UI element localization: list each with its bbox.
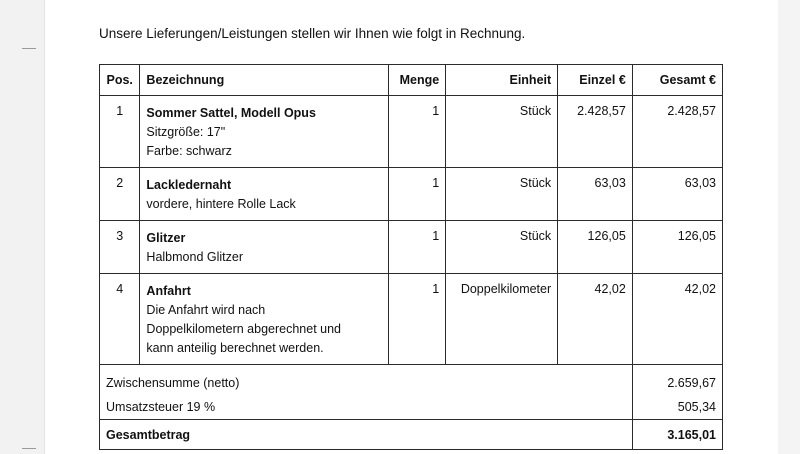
item-einzel: 2.428,57	[558, 96, 633, 168]
item-detail: Farbe: schwarz	[146, 144, 232, 158]
item-title: Sommer Sattel, Modell Opus	[146, 106, 316, 120]
header-menge: Menge	[389, 65, 446, 96]
table-row	[100, 168, 723, 221]
item-menge: 1	[389, 221, 446, 274]
item-einheit: Stück	[446, 168, 558, 221]
item-einzel: 126,05	[558, 221, 633, 274]
item-description	[140, 168, 389, 221]
header-pos: Pos.	[100, 65, 140, 96]
item-pos: 2	[100, 168, 140, 221]
page-margin	[0, 0, 45, 454]
item-detail: Die Anfahrt wird nach	[146, 303, 266, 317]
margin-marker	[22, 448, 36, 449]
header-einzel: Einzel €	[558, 65, 633, 96]
item-description	[140, 96, 389, 168]
item-gesamt: 2.428,57	[632, 96, 722, 168]
item-menge: 1	[389, 96, 446, 168]
table-row	[100, 221, 723, 274]
item-gesamt: 126,05	[632, 221, 722, 274]
total-label: Gesamtbetrag	[100, 420, 633, 450]
header-gesamt: Gesamt €	[632, 65, 722, 96]
page-edge	[778, 0, 800, 454]
subtotal-label: Zwischensumme (netto)	[100, 365, 633, 396]
margin-marker	[22, 48, 36, 49]
item-description	[140, 274, 389, 365]
item-gesamt: 42,02	[632, 274, 722, 365]
tax-value: 505,34	[632, 395, 722, 420]
invoice-table	[99, 64, 723, 450]
table-row	[100, 96, 723, 168]
item-einzel: 63,03	[558, 168, 633, 221]
item-detail: Doppelkilometern abgerechnet und	[146, 322, 341, 336]
item-title: Anfahrt	[146, 284, 191, 298]
item-detail: Halbmond Glitzer	[146, 250, 243, 264]
item-pos: 3	[100, 221, 140, 274]
item-title: Lackledernaht	[146, 178, 232, 192]
header-bezeichnung: Bezeichnung	[140, 65, 389, 96]
subtotal-value: 2.659,67	[632, 365, 722, 396]
tax-label: Umsatzsteuer 19 %	[100, 395, 633, 420]
table-row	[100, 274, 723, 365]
header-einheit: Einheit	[446, 65, 558, 96]
item-description	[140, 221, 389, 274]
item-einzel: 42,02	[558, 274, 633, 365]
item-detail: Sitzgröße: 17"	[146, 125, 226, 139]
item-detail: kann anteilig berechnet werden.	[146, 341, 324, 355]
table-header-row	[100, 65, 723, 96]
item-einheit: Stück	[446, 96, 558, 168]
tax-row	[100, 395, 723, 420]
subtotal-row	[100, 365, 723, 396]
intro-text: Unsere Lieferungen/Leistungen stellen wir Ihnen wie folgt in Rechnung.	[99, 26, 526, 41]
item-menge: 1	[389, 168, 446, 221]
total-value: 3.165,01	[632, 420, 722, 450]
total-row	[100, 420, 723, 450]
item-menge: 1	[389, 274, 446, 365]
item-einheit: Doppelkilometer	[446, 274, 558, 365]
item-gesamt: 63,03	[632, 168, 722, 221]
item-einheit: Stück	[446, 221, 558, 274]
item-title: Glitzer	[146, 231, 186, 245]
item-pos: 1	[100, 96, 140, 168]
item-detail: vordere, hintere Rolle Lack	[146, 197, 296, 211]
item-pos: 4	[100, 274, 140, 365]
